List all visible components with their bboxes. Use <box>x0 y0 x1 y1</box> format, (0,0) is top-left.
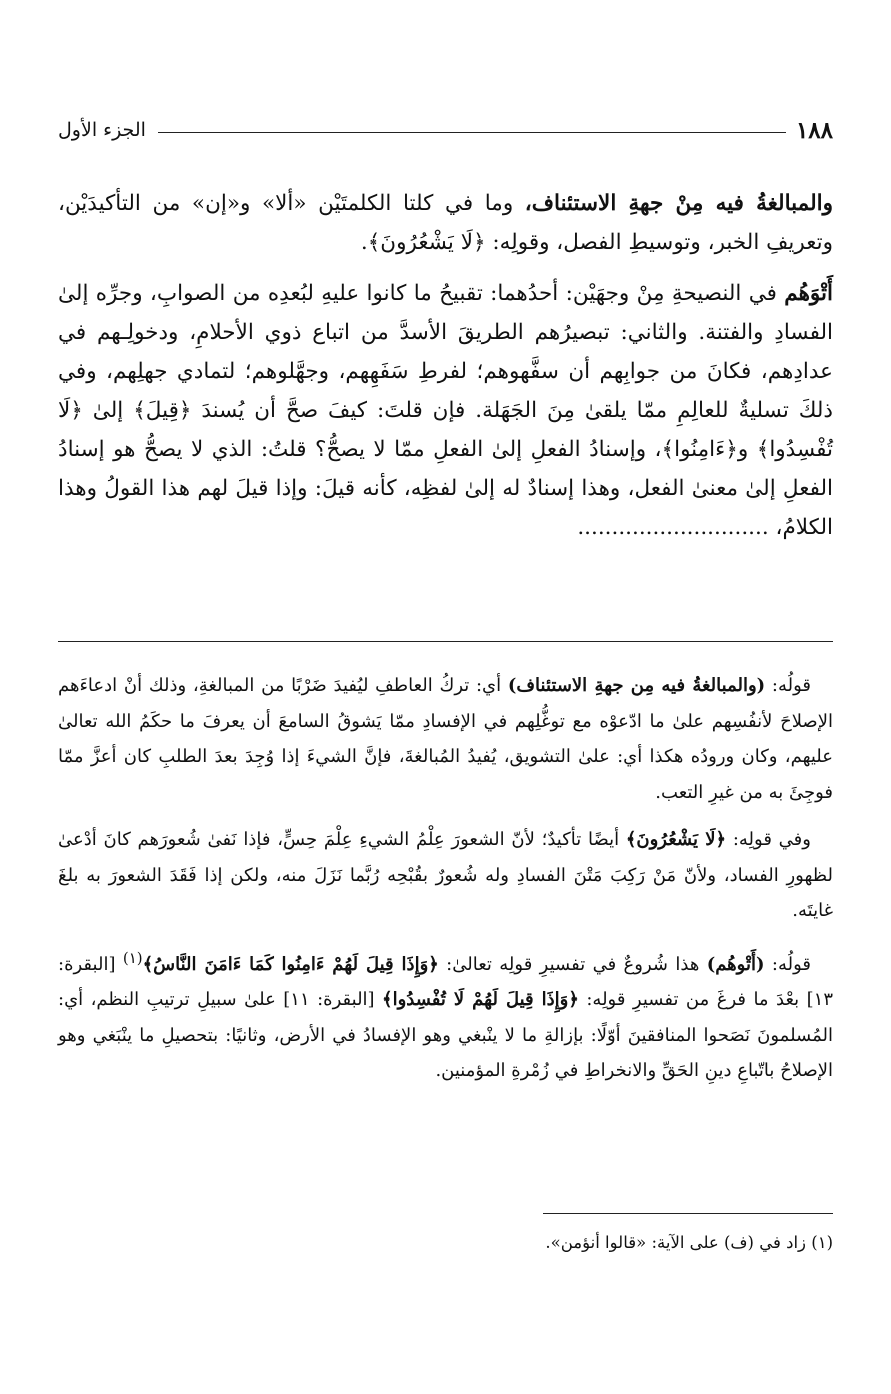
main-lemma: أَتْوَهُم <box>784 281 833 306</box>
footnote-marker: (١) <box>122 948 143 967</box>
commentary-intro: قولُه: <box>765 675 811 696</box>
commentary-lemma: (أَتْوهُم) <box>706 953 765 975</box>
main-paragraph-text: وما في كلتا الكلمتَيْن «ألا» و«إن» من التأكيدَيْن، وتعريفِ الخبر، وتوسيطِ الفصل، وقولِه: ﴿لَا يَشْعُرُونَ﴾. <box>58 191 833 255</box>
part-title: الجزء الأول <box>58 119 146 141</box>
main-text <box>58 184 833 559</box>
page-number: ١٨٨ <box>795 116 833 144</box>
header-rule <box>158 132 786 133</box>
commentary-text: أي: تركُ العاطفِ ليُفيدَ ضَرْبًا من المبالغةِ، وذلك أنْ ادعاءَهم الإصلاحَ لأنفُسِهم علىٰ ما ادّعوْه مع توغُّلِهم في الإفسادِ ممّا يَشوقُ السامعَ أن يعرفَ ما حكَمُ الله تعالىٰ عليهم، وكان ورودُه هكذا أي: علىٰ التشويق، يُفيدُ المُبالغةَ، فإنَّ الشيءَ إذا وُجِدَ بعدَ الطلبِ كان أعزَّ ممّا فوجِئَ به من غيرِ التعب. <box>58 675 833 803</box>
running-header <box>58 112 833 148</box>
main-paragraph-text: في النصيحةِ مِنْ وجهَيْن: أحدُهما: تقبيحُ ما كانوا عليهِ لبُعدِه من الصوابِ، وجرِّه إلىٰ الفسادِ والفتنة. والثاني: تبصيرُهم الطريقَ الأسدَّ من اتباع ذوي الأحلامِ، ودخولِـهم في عدادِهم، فكانَ من جوابِهم أن سفَّهوهم؛ لفرطِ سَفَهِهم، وجهَّلوهم؛ لتمادي جهلِهم، وفي ذلكَ تسليةٌ للعالِمِ ممّا يلقىٰ مِنَ الجَهَلة. فإن قلتَ: كيفَ صحَّ أن يُسندَ ﴿قِيلَ﴾ إلىٰ ﴿لَا تُفْسِدُوا﴾ و﴿ءَامِنُوا﴾، وإسنادُ الفعلِ إلىٰ الفعلِ ممّا لا يصحُّ؟ قلتُ: الذي لا يصحُّ هو إسنادُ الفعلِ إلىٰ معنىٰ الفعل، وهذا إسنادٌ له إلىٰ لفظِه، كأنه قيلَ: وإذا قيلَ لهم هذا القولُ وهذا الكلامُ، ............................ <box>58 281 833 540</box>
footnote-divider <box>543 1213 833 1214</box>
footnote-text: (١) زاد في (ف) على الآية: «قالوا أنؤمن». <box>545 1233 833 1252</box>
main-paragraph <box>58 184 833 262</box>
commentary-intro: قولُه: <box>764 953 811 975</box>
main-lemma: والمبالغةُ فيه مِنْ جهةِ الاستئناف، <box>524 191 833 216</box>
quran-verse: ﴿لَا يَشْعُرُونَ﴾ <box>625 829 727 850</box>
main-paragraph <box>58 274 833 547</box>
commentary-intro: وفي قولِه: <box>726 829 811 850</box>
commentary-lemma: (والمبالغةُ فيه مِن جهةِ الاستئناف) <box>507 675 766 696</box>
commentary <box>58 668 833 1101</box>
commentary-text: [البقرة: ١٣] بعْدَ ما فرغَ من تفسيرِ قولِه: <box>58 953 834 1010</box>
commentary-paragraph <box>58 822 833 929</box>
footnote <box>58 1228 833 1258</box>
commentary-text: هذا شُروعٌ في تفسيرِ قولِه تعالىٰ: <box>438 953 707 975</box>
quran-verse: ﴿وَإِذَا قِيلَ لَهُمْ ءَامِنُوا كَمَا ءَامَنَ النَّاسُ﴾ <box>142 953 439 975</box>
quran-verse: ﴿وَإِذَا قِيلَ لَهُمْ لَا تُفْسِدُوا﴾ <box>382 989 579 1010</box>
commentary-text: [البقرة: ١١] علىٰ سبيلِ ترتيبِ النظم، أي: المُسلمونَ نَصَحوا المنافقينَ أوّلًا: بإزالةِ ما لا ينْبغي وهو الإفسادُ في الأرض، وثانيًا: بتحصيلِ ما ينْبَغي وهو الإصلاحُ باتّباعِ دينِ الحَقِّ والانخراطِ في زُمْرةِ المؤمنين. <box>58 989 833 1081</box>
main-divider <box>58 641 833 642</box>
commentary-paragraph <box>58 668 833 810</box>
commentary-paragraph <box>58 941 833 1089</box>
commentary-text: أيضًا تأكيدٌ؛ لأنّ الشعورَ عِلْمُ الشيءِ عِلْمَ حِسٍّ، فإذا نَفىٰ شُعورَهم كانَ أدْعىٰ لظهورِ الفساد، ولأنّ مَنْ رَكِبَ مَتْنَ الفسادِ وله شُعورٌ بقُبْحِه رُبَّما نَزَلَ منه، ولكن إذا فَقَدَ الشعورَ به بلغَ غايتَه. <box>58 829 833 921</box>
